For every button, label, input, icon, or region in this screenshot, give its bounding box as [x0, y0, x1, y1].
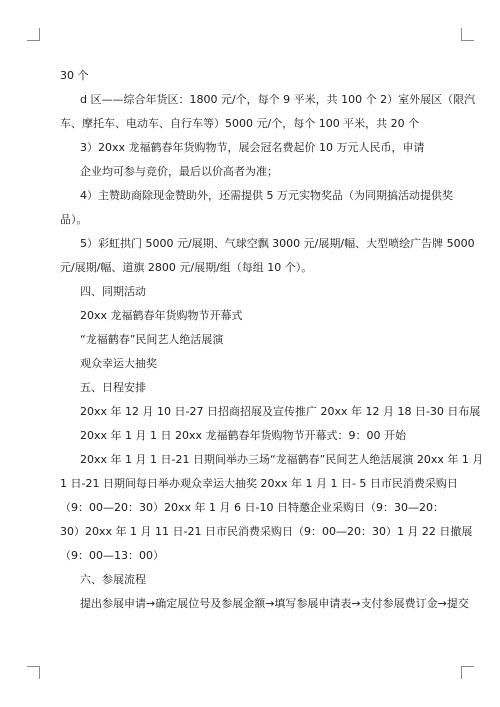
text-line: 品）。: [60, 213, 88, 226]
text-line: （9：00—20：30）20xx 年 1 月 6 日-10 日特邀企业采购日（9：30—20：: [60, 501, 444, 514]
text-line: 20xx 年 12 月 10 日-27 日招商招展及宣传推广 20xx 年 12 月 18 日-30 日布展: [80, 405, 481, 418]
text-line: “龙福鹤春”民间艺人绝活展演: [80, 333, 224, 346]
text-line: 观众幸运大抽奖: [80, 357, 157, 370]
text-line: d 区——综合年货区：1800 元/个，每个 9 平米，共 100 个 2）室外展区（限汽: [80, 93, 476, 106]
text-line: 20xx 年 1 月 1 日 20xx 龙福鹤春年货购物节开幕式：9：00 开始: [80, 429, 406, 442]
section-heading: 六、参展流程: [80, 573, 146, 586]
section-heading: 五、日程安排: [80, 381, 146, 394]
text-line: 5）彩虹拱门 5000 元/展期、气球空飘 3000 元/展期/幅、大型喷绘广告牌 5000: [80, 237, 475, 250]
text-line: 20xx 龙福鹤春年货购物节开幕式: [80, 309, 243, 322]
text-line: 30）20xx 年 1 月 11 日-21 日市民消费采购日（9：00—20：30）1 月 22 日撤展: [60, 525, 473, 538]
text-line: 车、摩托车、电动车、自行车等）5000 元/个，每个 100 平米，共 20 个: [60, 117, 420, 130]
crop-mark-top-left: [27, 28, 40, 41]
text-line: 20xx 年 1 月 1 日-21 日期间举办三场“龙福鹤春”民间艺人绝活展演 20xx 年 1 月: [80, 453, 484, 466]
text-line: 30 个: [60, 69, 89, 82]
crop-mark-top-right: [461, 28, 474, 41]
section-heading: 四、同期活动: [80, 285, 146, 298]
text-line: 元/展期/幅、道旗 2800 元/展期/组（每组 10 个）。: [60, 261, 313, 274]
text-line: 1 日-21 日期间每日举办观众幸运大抽奖 20xx 年 1 月 1 日- 5 日市民消费采购日: [60, 477, 458, 490]
text-line: 提出参展申请→确定展位号及参展金额→填写参展申请表→支付参展费订金→提交: [80, 597, 469, 610]
text-line: 4）主赞助商除现金赞助外，还需提供 5 万元实物奖品（为同期搞活动提供奖: [80, 189, 453, 202]
text-line: （9：00—13：00）: [60, 549, 164, 562]
crop-mark-bottom-right: [461, 666, 474, 679]
text-line: 3）20xx 龙福鹤春年货购物节，展会冠名费起价 10 万元人民币，申请: [80, 141, 425, 154]
crop-mark-bottom-left: [27, 666, 40, 679]
text-line: 企业均可参与竞价，最后以价高者为准；: [80, 165, 278, 178]
document-body: [60, 64, 484, 616]
